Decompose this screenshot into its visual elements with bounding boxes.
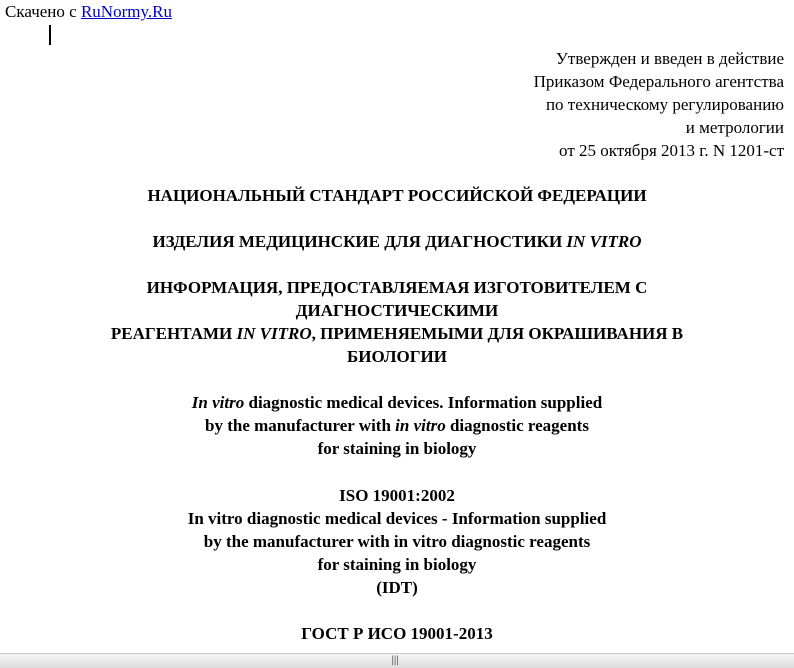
iso-line-2: by the manufacturer with in vitro diagnostic reagents [203, 532, 591, 551]
devices-heading-text: ИЗДЕЛИЯ МЕДИЦИНСКИЕ ДЛЯ ДИАГНОСТИКИ [152, 232, 567, 251]
approval-line: Утвержден и введен в действие [555, 49, 784, 68]
approval-line: Приказом Федерального агентства [533, 72, 784, 91]
english-line-1-text: diagnostic medical devices. Information supplied [244, 393, 603, 412]
english-line-3: for staining in biology [317, 439, 477, 458]
approval-line: и метрологии [685, 118, 784, 137]
iso-idt: (IDT) [376, 578, 418, 597]
gost-number: ГОСТ Р ИСО 19001-2013 [301, 624, 493, 643]
english-title [0, 391, 794, 460]
download-prefix: Скачено с [5, 2, 81, 21]
download-source-line [5, 2, 172, 22]
information-line-2: ДИАГНОСТИЧЕСКИМИ [295, 301, 499, 320]
information-line-4: БИОЛОГИИ [347, 347, 447, 366]
approval-line: от 25 октября 2013 г. N 1201-ст [559, 141, 784, 160]
runormy-link[interactable]: RuNormy.Ru [80, 2, 172, 21]
devices-heading-italic: IN VITRO [566, 232, 642, 251]
national-standard-heading: НАЦИОНАЛЬНЫЙ СТАНДАРТ РОССИЙСКОЙ ФЕДЕРАЦИИ [147, 186, 647, 205]
scrollbar-grip-icon[interactable]: ||| [391, 655, 399, 666]
information-line-3 [0, 322, 794, 345]
information-line-3-post: , ПРИМЕНЯЕМЫМИ ДЛЯ ОКРАШИВАНИЯ В [311, 324, 684, 343]
english-line-1 [0, 391, 794, 414]
english-line-2-italic: in vitro [395, 416, 446, 435]
information-heading [0, 276, 794, 368]
information-line-1: ИНФОРМАЦИЯ, ПРЕДОСТАВЛЯЕМАЯ ИЗГОТОВИТЕЛЕМ С [146, 278, 648, 297]
horizontal-scrollbar[interactable] [0, 653, 794, 668]
iso-line-3: for staining in biology [317, 555, 477, 574]
information-line-3-italic: IN VITRO [236, 324, 312, 343]
information-line-3-pre: РЕАГЕНТАМИ [110, 324, 237, 343]
iso-line-1: In vitro diagnostic medical devices - Information supplied [187, 509, 607, 528]
devices-heading [0, 230, 794, 253]
english-line-2 [0, 414, 794, 437]
approval-block [534, 47, 784, 162]
english-line-2-post: diagnostic reagents [445, 416, 589, 435]
english-line-1-italic: In vitro [191, 393, 245, 412]
iso-block [0, 484, 794, 599]
iso-number: ISO 19001:2002 [339, 486, 455, 505]
english-line-2-pre: by the manufacturer with [205, 416, 396, 435]
text-cursor [49, 25, 51, 45]
approval-line: по техническому регулированию [545, 95, 784, 114]
